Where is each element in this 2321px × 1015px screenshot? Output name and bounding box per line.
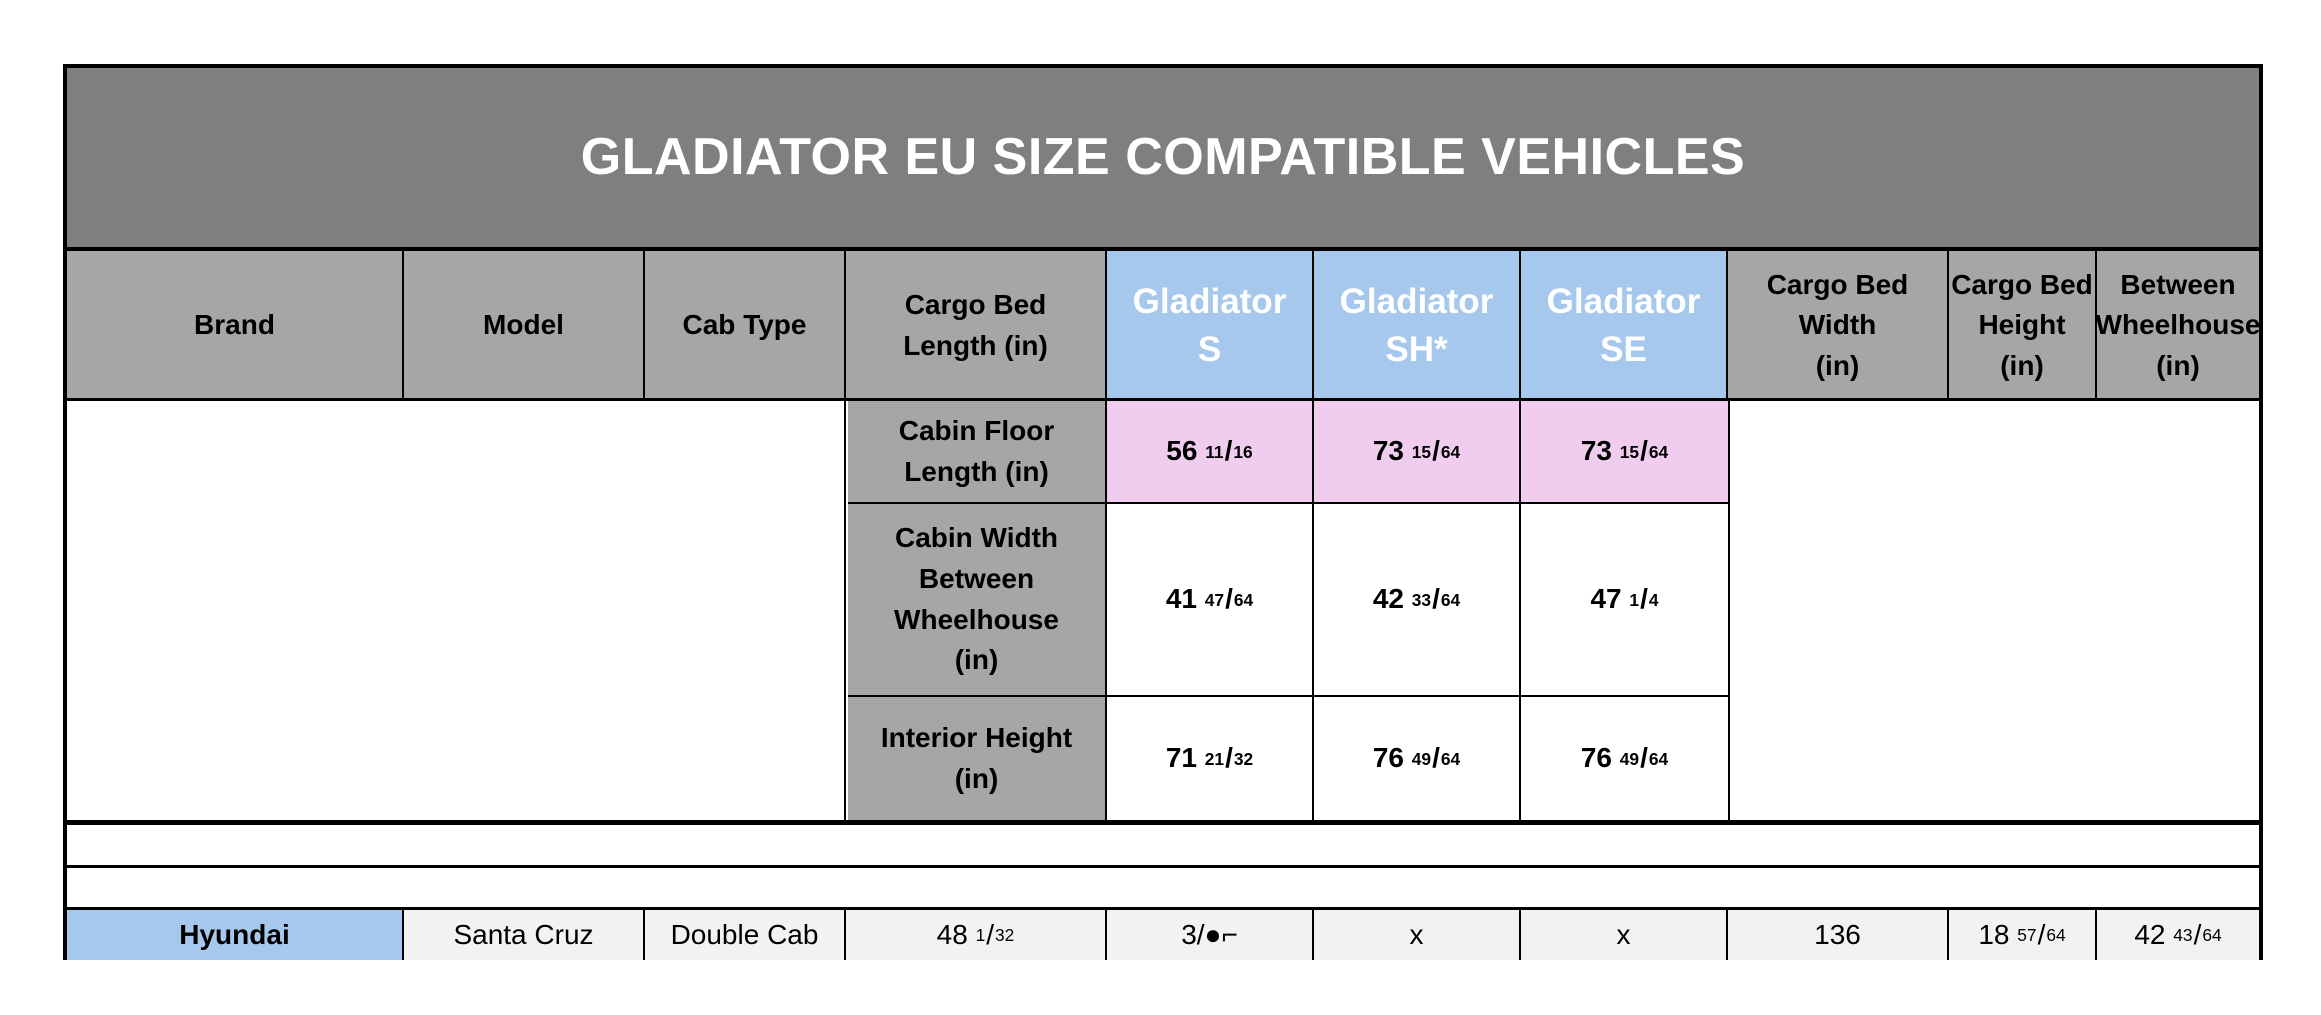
header-between-wheelhouse (2097, 251, 2259, 400)
spec-value: 41 47 / 64 (1107, 504, 1314, 697)
spec-label-cabin-width (848, 504, 1107, 697)
blank-spec-area (67, 401, 846, 820)
header-line: Length (in) (903, 329, 1048, 361)
header-line: Width (1798, 309, 1877, 341)
header-cargo-bed-height (1949, 251, 2097, 400)
vehicle-fit-gladiator-s (1107, 910, 1314, 960)
header-line: Between (2120, 268, 2236, 300)
value-whole: 71 (1165, 742, 1197, 774)
spec-value: 47 1 / 4 (1521, 504, 1728, 697)
vehicle-brand: Hyundai (67, 910, 404, 960)
value-whole: 42 (2134, 918, 2166, 950)
header-cargo-bed-length (846, 251, 1107, 400)
header-cab-type: Cab Type (645, 251, 846, 400)
header-line: SH* (1385, 329, 1448, 369)
vehicle-cab-type: Double Cab (645, 910, 846, 960)
header-line: Height (1978, 309, 2066, 341)
divider (67, 865, 2259, 868)
header-line: Gladiator (1339, 282, 1494, 322)
header-line: (in) (2000, 349, 2044, 381)
spec-label-line: Cabin Width (894, 522, 1059, 554)
value-whole: 18 (1978, 918, 2010, 950)
header-line: Cargo Bed (1766, 268, 1909, 300)
header-line: (in) (2156, 349, 2200, 381)
vehicle-bed-height: 18 57 / 64 (1949, 910, 2097, 960)
spec-value: 56 11 / 16 (1107, 401, 1314, 504)
spec-label-line: Between (918, 562, 1035, 594)
header-line: Wheelhouse (2095, 309, 2261, 341)
header-cargo-bed-width (1728, 251, 1949, 400)
spec-value: 76 49 / 64 (1314, 697, 1521, 820)
value-whole: 47 (1590, 583, 1622, 615)
value-whole: 42 (1372, 583, 1404, 615)
divider (67, 820, 2259, 825)
vehicle-bed-width: 136 (1728, 910, 1949, 960)
vehicle-fit-gladiator-sh: x (1314, 910, 1521, 960)
compatibility-table (63, 64, 2263, 960)
header-line: SE (1600, 329, 1647, 369)
value-whole: 56 (1166, 435, 1198, 467)
header-line: Gladiator (1546, 282, 1701, 322)
header-line: Cargo Bed (904, 288, 1047, 320)
header-line: Cargo Bed (1951, 268, 2093, 300)
value-whole: 76 (1372, 742, 1404, 774)
blank-spec-area-right (1728, 401, 2259, 820)
spec-label-line: Cabin Floor (898, 414, 1055, 446)
spec-label-cabin-floor (848, 401, 1107, 504)
spec-label-line: Length (in) (904, 455, 1049, 487)
spec-label-line: (in) (954, 644, 999, 676)
value-whole: 73 (1580, 435, 1612, 467)
spec-value: 73 15 / 64 (1521, 401, 1728, 504)
header-line: (in) (1815, 349, 1860, 381)
spec-label-interior-height (848, 697, 1107, 820)
spec-label-line: (in) (954, 762, 999, 794)
header-gladiator-se (1521, 251, 1728, 400)
value-whole: 73 (1372, 435, 1404, 467)
spec-value: 71 21 / 32 (1107, 697, 1314, 820)
vehicle-model: Santa Cruz (404, 910, 645, 960)
spec-value: 76 49 / 64 (1521, 697, 1728, 820)
header-gladiator-s (1107, 251, 1314, 400)
header-brand: Brand (67, 251, 404, 400)
header-model: Model (404, 251, 645, 400)
spec-label-line: Wheelhouse (894, 603, 1059, 635)
vehicle-fit-gladiator-se: x (1521, 910, 1728, 960)
vehicle-bed-length: 48 1 / 32 (846, 910, 1107, 960)
header-line: S (1197, 329, 1222, 369)
value-whole: 76 (1580, 742, 1612, 774)
spec-value: 42 33 / 64 (1314, 504, 1521, 697)
fit-indicator: 3/●⌐ (1181, 918, 1238, 950)
value-whole: 41 (1165, 583, 1197, 615)
header-gladiator-sh (1314, 251, 1521, 400)
table-title: GLADIATOR EU SIZE COMPATIBLE VEHICLES (67, 68, 2259, 251)
spec-label-line: Interior Height (880, 721, 1073, 753)
spec-value: 73 15 / 64 (1314, 401, 1521, 504)
vehicle-between-wheelhouse: 42 43 / 64 (2097, 910, 2259, 960)
value-whole: 48 (936, 918, 968, 950)
header-line: Gladiator (1132, 282, 1287, 322)
